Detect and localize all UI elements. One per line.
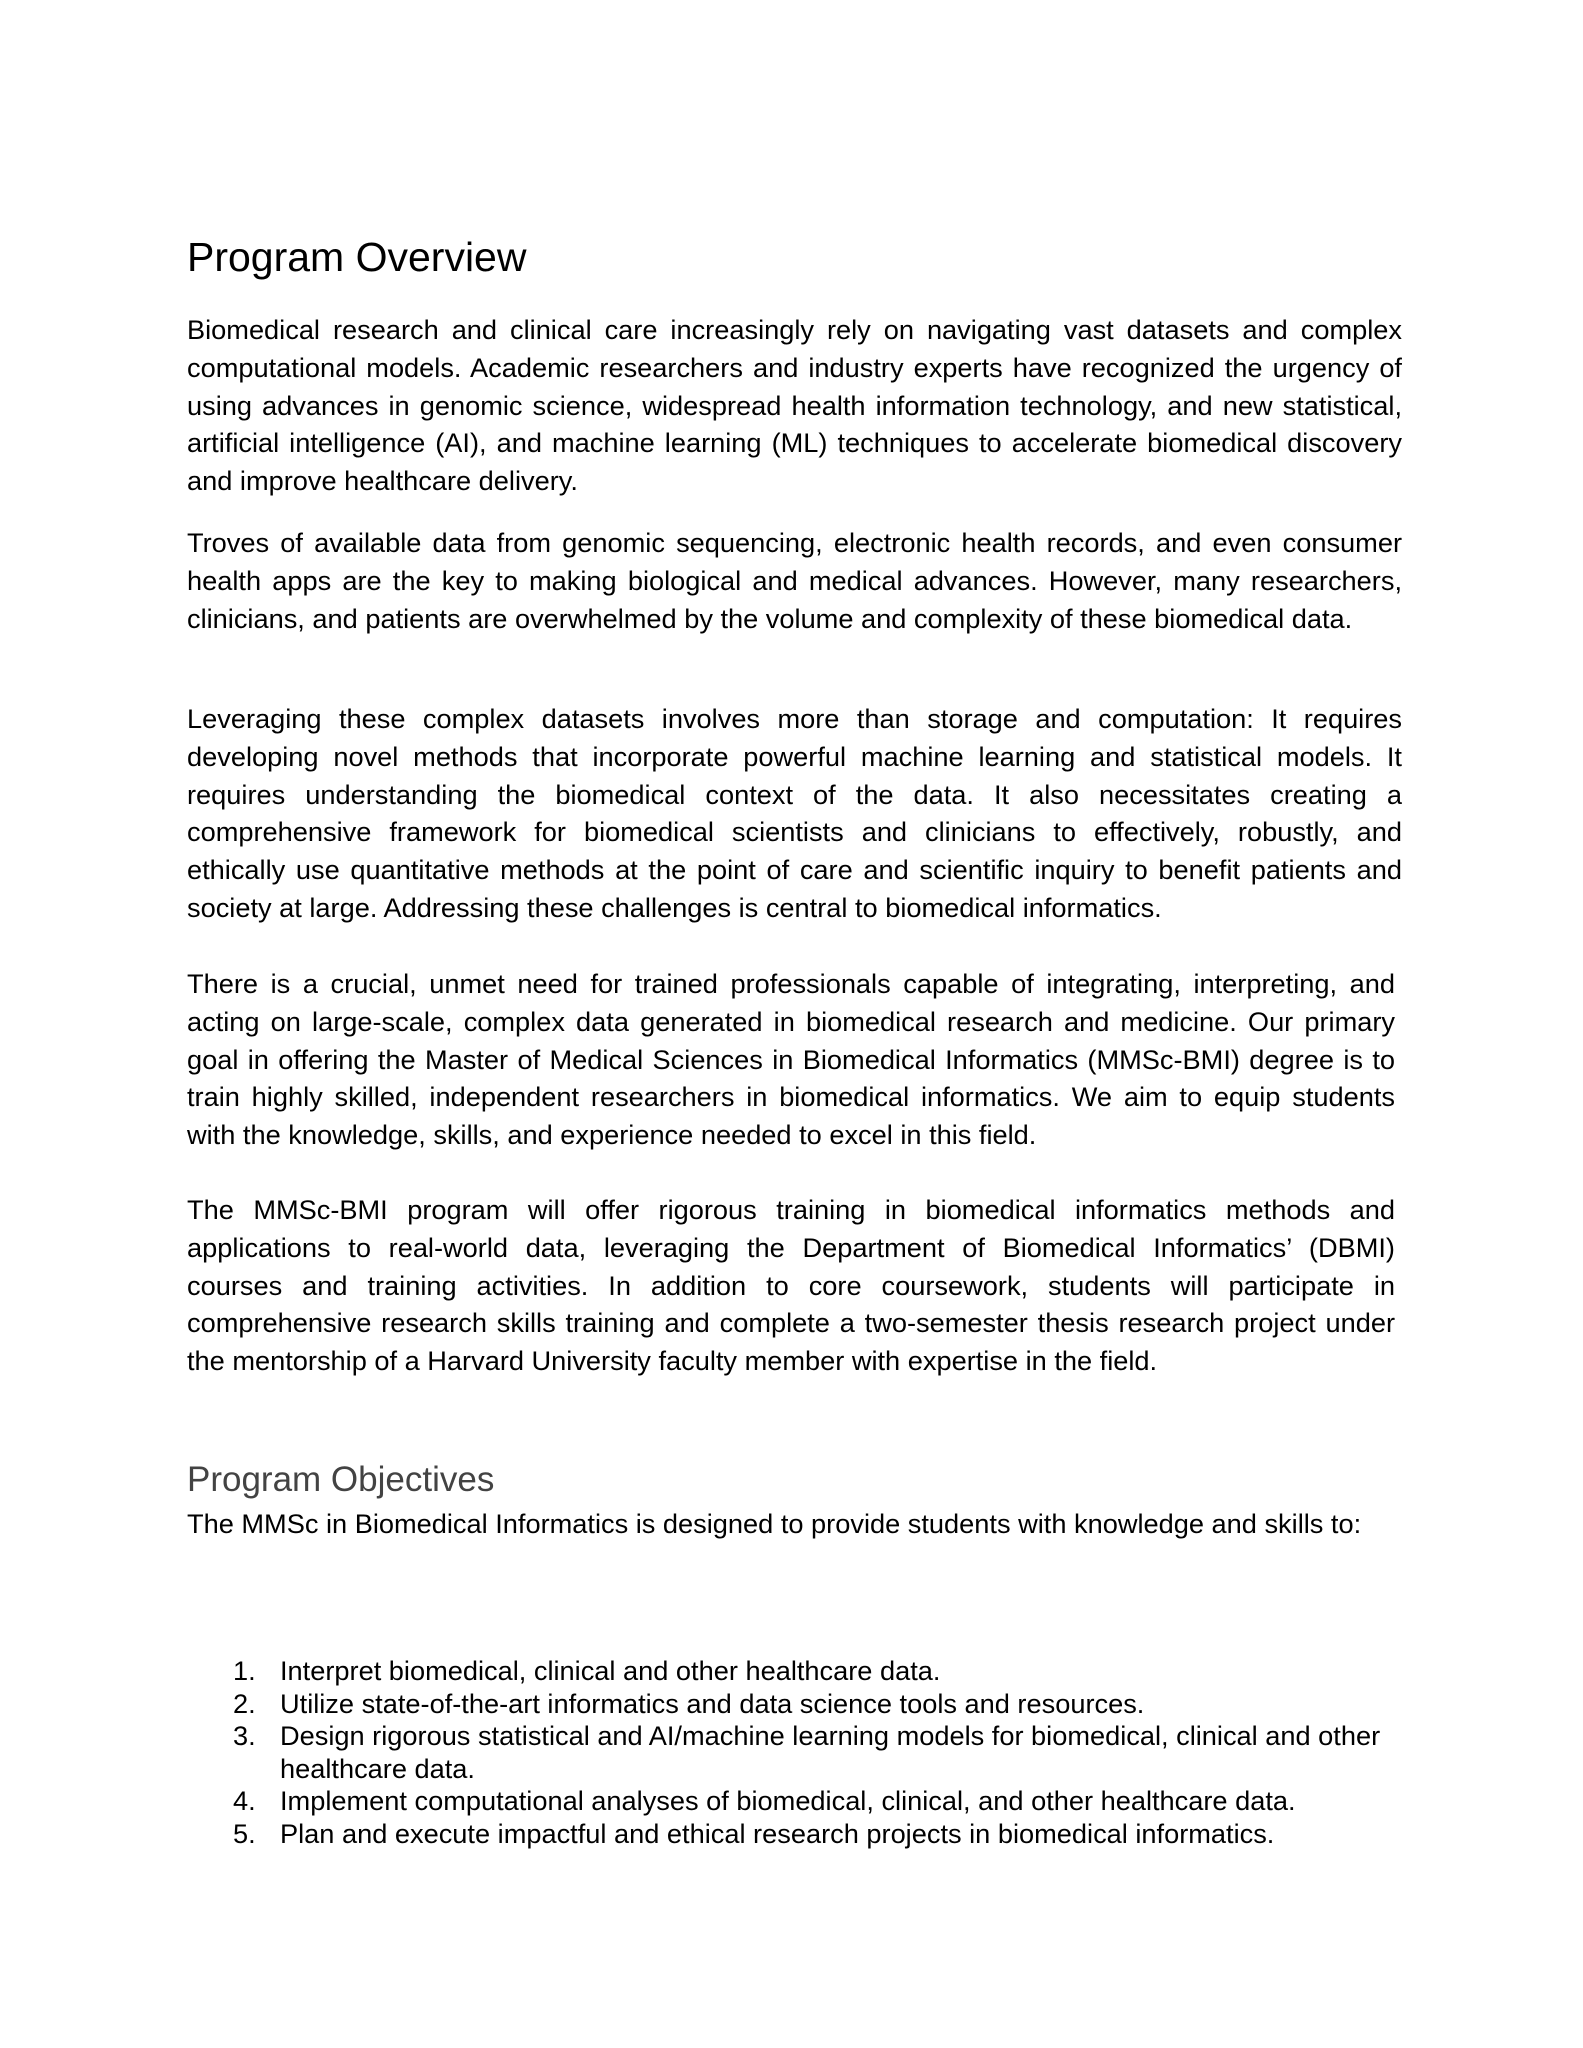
overview-paragraph-5: The MMSc-BMI program will offer rigorous training in biomedical informatics methods and applications to real-world data, leveraging the Department of Biomedical Informatics’ (DBMI) courses and training activities. In addition to core coursework, students will participate in comprehensive research skills training and complete a two-semester thesis research project under the mentorship of a Harvard University faculty member with expertise in the field.	[187, 1194, 1395, 1377]
objectives-intro: The MMSc in Biomedical Informatics is designed to provide students with knowledge and skills to:	[187, 1508, 1362, 1539]
objective-text: Utilize state-of-the-art informatics and data science tools and resources.	[280, 1687, 1145, 1719]
overview-paragraph-1: Biomedical research and clinical care increasingly rely on navigating vast datasets and complex computational models. Academic researchers and industry experts have recognized the urgency of using advances in genomic science, widespread health information technology, and new statistical, artificial intelligence (AI), and machine learning (ML) techniques to accelerate biomedical discovery and improve healthcare delivery.	[187, 314, 1402, 497]
objective-text: Design rigorous statistical and AI/machine learning models for biomedical, clinical and other healthcare data.	[280, 1720, 1381, 1784]
overview-paragraph-3: Leveraging these complex datasets involves more than storage and computation: It requires developing novel methods that incorporate powerful machine learning and statistical models. It requires understanding the biomedical context of the data. It also necessitates creating a comprehensive framework for biomedical scientists and clinicians to effectively, robustly, and ethically use quantitative methods at the point of care and scientific inquiry to benefit patients and society at large. Addressing these challenges is central to biomedical informatics.	[187, 703, 1402, 923]
objective-number: 3.	[233, 1720, 256, 1751]
objective-number: 1.	[233, 1655, 256, 1686]
objective-text: Implement computational analyses of biomedical, clinical, and other healthcare data.	[280, 1785, 1296, 1816]
overview-heading: Program Overview	[187, 234, 527, 280]
objective-text: Plan and execute impactful and ethical research projects in biomedical informatics.	[280, 1817, 1275, 1849]
objective-item	[187, 1655, 1402, 1688]
objective-number: 4.	[233, 1785, 256, 1816]
objective-item	[187, 1688, 1402, 1721]
objective-number: 5.	[233, 1817, 256, 1849]
objectives-list	[187, 1655, 1402, 1850]
objective-text: Interpret biomedical, clinical and other healthcare data.	[280, 1655, 941, 1686]
objective-item	[187, 1720, 1402, 1785]
objective-item	[187, 1785, 1402, 1818]
overview-paragraph-4: There is a crucial, unmet need for trained professionals capable of integrating, interpreting, and acting on large-scale, complex data generated in biomedical research and medicine. Our primary goal in offering the Master of Medical Sciences in Biomedical Informatics (MMSc-BMI) degree is to train highly skilled, independent researchers in biomedical informatics. We aim to equip students with the knowledge, skills, and experience needed to excel in this field.	[187, 968, 1395, 1151]
objective-item	[187, 1818, 1402, 1851]
overview-paragraph-2: Troves of available data from genomic sequencing, electronic health records, and even consumer health apps are the key to making biological and medical advances. However, many researchers, clinicians, and patients are overwhelmed by the volume and complexity of these biomedical data.	[187, 527, 1402, 634]
objectives-heading: Program Objectives	[187, 1460, 495, 1499]
document-page	[187, 0, 1402, 2048]
objective-number: 2.	[233, 1687, 256, 1719]
